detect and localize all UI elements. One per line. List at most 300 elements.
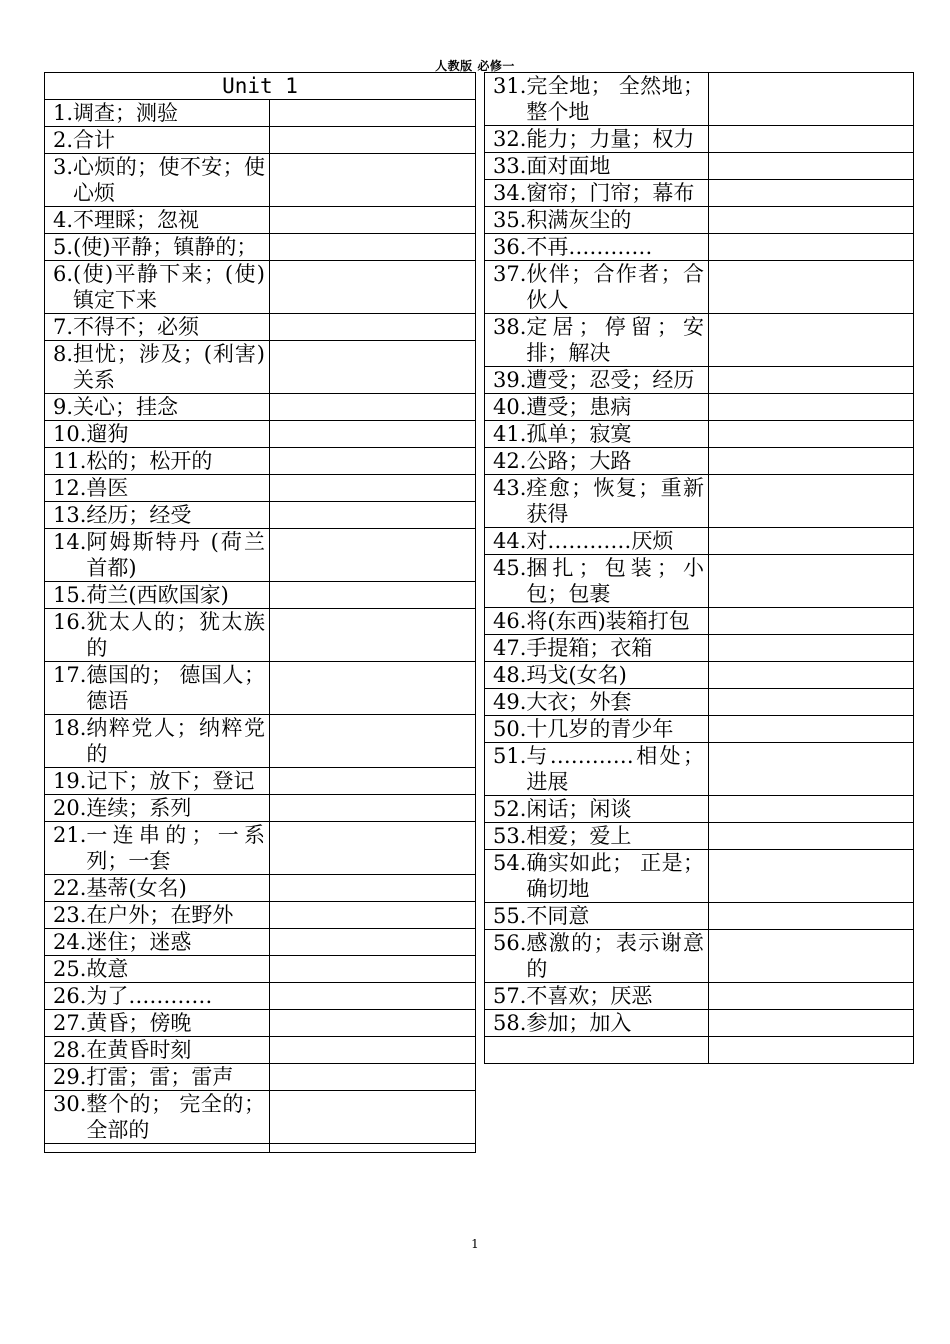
answer-blank[interactable] [709, 608, 914, 635]
answer-blank[interactable] [709, 689, 914, 716]
answer-blank[interactable] [270, 822, 476, 875]
vocab-row [45, 929, 476, 956]
answer-blank[interactable] [270, 127, 476, 154]
answer-blank[interactable] [270, 715, 476, 768]
vocab-number: 13. [53, 503, 87, 527]
answer-blank[interactable] [709, 261, 914, 314]
vocab-row [45, 207, 476, 234]
vocab-number: 6. [53, 262, 74, 286]
vocab-row [485, 528, 914, 555]
vocab-entry [53, 1064, 265, 1090]
vocab-entry [493, 180, 704, 206]
vocab-number: 57. [493, 984, 527, 1008]
vocab-term-cell [45, 127, 270, 154]
vocab-meaning: 积满灰尘的 [526, 208, 632, 232]
answer-blank[interactable] [270, 902, 476, 929]
vocab-row [45, 875, 476, 902]
vocab-entry [53, 875, 265, 901]
vocab-number: 48. [493, 663, 527, 687]
vocab-meaning: 兽医 [86, 476, 129, 500]
answer-blank[interactable] [709, 475, 914, 528]
vocab-term-cell [485, 635, 709, 662]
vocab-entry [493, 421, 704, 447]
vocab-term-cell [485, 180, 709, 207]
vocab-term-cell [485, 421, 709, 448]
vocab-number: 3. [53, 155, 74, 179]
vocab-entry [53, 502, 265, 528]
answer-blank[interactable] [270, 983, 476, 1010]
vocab-row [45, 448, 476, 475]
vocab-entry [493, 850, 704, 902]
answer-blank[interactable] [709, 930, 914, 983]
vocab-row [485, 448, 914, 475]
vocab-meaning: 遭受；患病 [526, 395, 632, 419]
vocab-row [45, 502, 476, 529]
vocab-row [485, 73, 914, 126]
vocab-number: 17. [53, 663, 87, 687]
vocab-row [45, 1010, 476, 1037]
vocab-term-cell [45, 502, 270, 529]
vocab-term-cell [45, 875, 270, 902]
vocab-term-cell [45, 314, 270, 341]
answer-blank[interactable] [270, 1010, 476, 1037]
vocab-number: 16. [53, 610, 87, 634]
answer-blank[interactable] [270, 768, 476, 795]
vocab-meaning: 打雷；雷；雷声 [86, 1065, 234, 1089]
vocab-entry [493, 528, 704, 554]
vocab-entry [53, 100, 265, 126]
vocab-entry [53, 822, 265, 874]
vocab-row [45, 609, 476, 662]
vocab-entry [493, 475, 704, 527]
vocab-meaning: 调查；测验 [73, 101, 179, 125]
answer-blank[interactable] [709, 743, 914, 796]
answer-blank[interactable] [709, 850, 914, 903]
vocab-entry [493, 689, 704, 715]
answer-blank[interactable] [270, 421, 476, 448]
vocab-term-cell [45, 154, 270, 207]
page-header: 人教版 必修一 [435, 59, 515, 73]
vocab-row [485, 930, 914, 983]
answer-blank[interactable] [709, 716, 914, 743]
vocab-row [45, 822, 476, 875]
vocab-row [45, 421, 476, 448]
answer-blank[interactable] [709, 207, 914, 234]
vocab-row [45, 234, 476, 261]
answer-blank[interactable] [270, 234, 476, 261]
vocab-number: 55. [493, 904, 527, 928]
vocab-term-cell [485, 716, 709, 743]
vocab-term-cell [45, 529, 270, 582]
vocab-row [45, 154, 476, 207]
vocab-entry [53, 1010, 265, 1036]
vocab-entry [53, 715, 265, 767]
vocab-meaning: 迷住；迷惑 [86, 930, 192, 954]
vocab-term-cell [45, 448, 270, 475]
vocab-term-cell [45, 207, 270, 234]
answer-blank[interactable] [709, 314, 914, 367]
answer-blank[interactable] [709, 662, 914, 689]
answer-blank[interactable] [270, 475, 476, 502]
vocab-entry [53, 448, 265, 474]
vocab-row [485, 207, 914, 234]
vocab-number: 19. [53, 769, 87, 793]
vocab-row [45, 529, 476, 582]
vocab-row [45, 1037, 476, 1064]
vocab-row [45, 261, 476, 314]
vocab-term-cell [485, 1010, 709, 1037]
answer-blank[interactable] [709, 234, 914, 261]
vocab-meaning: 与…………相处；进展 [526, 744, 704, 794]
vocab-meaning: 十几岁的青少年 [526, 717, 674, 741]
answer-blank[interactable] [270, 1144, 476, 1153]
vocab-row [485, 983, 914, 1010]
vocab-row [45, 314, 476, 341]
vocab-meaning: 遛狗 [86, 422, 129, 446]
vocab-term-cell [485, 207, 709, 234]
vocab-number: 24. [53, 930, 87, 954]
vocab-entry [53, 234, 265, 260]
vocab-number: 2. [53, 128, 74, 152]
vocab-meaning: 大衣；外套 [526, 690, 632, 714]
vocab-row [485, 314, 914, 367]
vocab-number: 26. [53, 984, 87, 1008]
vocab-entry [493, 608, 704, 634]
vocab-term-cell [485, 796, 709, 823]
vocab-term-cell [45, 768, 270, 795]
answer-blank[interactable] [709, 126, 914, 153]
answer-blank[interactable] [270, 929, 476, 956]
vocab-number: 20. [53, 796, 87, 820]
vocab-entry [493, 662, 704, 688]
vocab-term-cell [45, 394, 270, 421]
vocab-term-cell [45, 234, 270, 261]
vocab-meaning: 在户外；在野外 [86, 903, 234, 927]
vocab-number: 56. [493, 931, 527, 955]
answer-blank[interactable] [709, 1010, 914, 1037]
vocab-term-cell [485, 394, 709, 421]
vocab-meaning: 闲话；闲谈 [526, 797, 632, 821]
vocab-row [45, 1064, 476, 1091]
vocab-number: 42. [493, 449, 527, 473]
answer-blank[interactable] [270, 394, 476, 421]
vocab-term-cell [45, 609, 270, 662]
vocab-number: 7. [53, 315, 74, 339]
vocab-entry [53, 1091, 265, 1143]
vocab-row [45, 715, 476, 768]
answer-blank[interactable] [709, 903, 914, 930]
answer-blank[interactable] [270, 448, 476, 475]
vocab-row [45, 662, 476, 715]
vocab-term-cell [45, 1091, 270, 1144]
vocab-meaning: 孤单；寂寞 [526, 422, 632, 446]
vocab-meaning: 一连串的；一系列；一套 [86, 823, 265, 873]
vocab-entry [53, 154, 265, 206]
vocab-entry [493, 394, 704, 420]
vocab-row [485, 261, 914, 314]
vocab-meaning: 公路；大路 [526, 449, 632, 473]
answer-blank[interactable] [270, 261, 476, 314]
answer-blank[interactable] [709, 153, 914, 180]
answer-blank[interactable] [270, 314, 476, 341]
answer-blank[interactable] [709, 635, 914, 662]
vocab-entry [493, 73, 704, 125]
vocab-number: 43. [493, 476, 527, 500]
vocab-meaning: 不再………… [526, 235, 653, 259]
answer-blank[interactable] [709, 73, 914, 126]
vocab-number: 23. [53, 903, 87, 927]
vocab-row [485, 367, 914, 394]
vocab-number: 39. [493, 368, 527, 392]
vocab-row [45, 1091, 476, 1144]
answer-blank[interactable] [270, 662, 476, 715]
vocab-term-cell [485, 743, 709, 796]
vocab-meaning: 心烦的；使不安；使心烦 [73, 155, 265, 205]
vocab-entry [53, 475, 265, 501]
vocab-entry [493, 153, 704, 179]
vocab-meaning: 玛戈(女名) [526, 663, 627, 687]
vocab-term-cell [485, 608, 709, 635]
vocab-term-cell [45, 475, 270, 502]
answer-blank[interactable] [709, 421, 914, 448]
vocab-row [485, 635, 914, 662]
vocab-term-cell [45, 1037, 270, 1064]
answer-blank[interactable] [709, 394, 914, 421]
answer-blank[interactable] [709, 448, 914, 475]
vocab-number: 11. [53, 449, 87, 473]
vocab-row [485, 180, 914, 207]
answer-blank[interactable] [709, 367, 914, 394]
vocab-number: 34. [493, 181, 527, 205]
vocab-number: 31. [493, 74, 527, 98]
vocab-meaning: 面对面地 [526, 154, 611, 178]
vocab-meaning: 能力；力量；权力 [526, 127, 695, 151]
vocab-number: 38. [493, 315, 527, 339]
vocab-number: 52. [493, 797, 527, 821]
vocab-entry [53, 341, 265, 393]
vocab-meaning: 确实如此； 正是；确切地 [526, 851, 704, 901]
vocab-number: 47. [493, 636, 527, 660]
answer-blank[interactable] [270, 609, 476, 662]
vocab-meaning: 完全地； 全然地；整个地 [526, 74, 704, 124]
vocab-number: 35. [493, 208, 527, 232]
vocab-entry [53, 529, 265, 581]
vocab-term-cell [485, 448, 709, 475]
vocab-term-cell [485, 930, 709, 983]
vocab-term-cell [45, 983, 270, 1010]
vocab-meaning: (使)平静；镇静的； [73, 235, 258, 259]
vocab-meaning: 犹太人的；犹太族的 [86, 610, 265, 660]
page-number: 1 [471, 1237, 479, 1251]
vocab-table-right [484, 72, 914, 1064]
vocab-row [45, 100, 476, 127]
answer-blank[interactable] [709, 983, 914, 1010]
vocab-table-left [44, 72, 476, 1153]
answer-blank[interactable] [709, 796, 914, 823]
vocab-meaning: 相爱；爱上 [526, 824, 632, 848]
vocab-term-cell [45, 341, 270, 394]
vocab-term-cell [485, 983, 709, 1010]
vocab-meaning: 担忧；涉及；(利害)关系 [73, 342, 265, 392]
vocab-term-cell [485, 153, 709, 180]
vocab-meaning: 记下；放下；登记 [86, 769, 255, 793]
vocab-term-cell [45, 1010, 270, 1037]
vocab-term-cell [485, 850, 709, 903]
vocab-entry [53, 956, 265, 982]
vocab-number: 50. [493, 717, 527, 741]
vocab-entry [493, 983, 704, 1009]
vocab-meaning: 不喜欢；厌恶 [526, 984, 653, 1008]
vocab-number: 33. [493, 154, 527, 178]
answer-blank[interactable] [270, 956, 476, 983]
vocab-term-cell [485, 903, 709, 930]
vocab-meaning: 不同意 [526, 904, 590, 928]
vocab-row [485, 475, 914, 528]
vocab-row [485, 1037, 914, 1064]
answer-blank[interactable] [270, 582, 476, 609]
answer-blank[interactable] [270, 1091, 476, 1144]
vocab-entry [493, 903, 704, 929]
vocab-term-cell [485, 261, 709, 314]
vocab-entry [493, 1010, 704, 1036]
vocab-number: 28. [53, 1038, 87, 1062]
vocab-entry [493, 716, 704, 742]
vocab-row [45, 475, 476, 502]
vocab-meaning: 故意 [86, 957, 129, 981]
answer-blank[interactable] [270, 1064, 476, 1091]
vocab-meaning: 感激的；表示谢意的 [526, 931, 704, 981]
vocab-entry [53, 261, 265, 313]
vocab-entry [53, 609, 265, 661]
vocab-number: 41. [493, 422, 527, 446]
vocab-row [485, 662, 914, 689]
vocab-meaning: 捆扎；包装；小包；包裹 [526, 556, 704, 606]
vocab-entry [493, 367, 704, 393]
vocab-meaning: 关心；挂念 [73, 395, 179, 419]
vocab-entry [493, 234, 704, 260]
vocab-row [485, 1010, 914, 1037]
vocab-row-blank [45, 1144, 476, 1153]
vocab-term-cell [45, 822, 270, 875]
answer-blank[interactable] [270, 795, 476, 822]
vocab-term-cell [485, 475, 709, 528]
answer-blank[interactable] [709, 180, 914, 207]
vocab-meaning: 参加；加入 [526, 1011, 632, 1035]
vocab-term-cell [485, 73, 709, 126]
blank-term-cell [45, 1144, 270, 1153]
vocab-term-cell [485, 689, 709, 716]
vocab-meaning: 为了………… [86, 984, 213, 1008]
vocab-entry [53, 662, 265, 714]
vocab-row [485, 850, 914, 903]
vocab-entry [53, 929, 265, 955]
vocab-row [45, 768, 476, 795]
vocab-entry [53, 421, 265, 447]
vocab-meaning: 阿姆斯特丹 (荷兰首都) [86, 530, 265, 580]
vocab-entry [53, 795, 265, 821]
vocab-number: 5. [53, 235, 74, 259]
answer-blank[interactable] [270, 502, 476, 529]
answer-blank[interactable] [270, 341, 476, 394]
vocab-number: 22. [53, 876, 87, 900]
vocab-entry [493, 796, 704, 822]
vocab-meaning: 伙伴；合作者；合伙人 [526, 262, 704, 312]
vocab-meaning: 荷兰(西欧国家) [86, 583, 229, 607]
answer-blank[interactable] [709, 555, 914, 608]
answer-blank[interactable] [709, 823, 914, 850]
vocab-meaning: 定居；停留；安排；解决 [526, 315, 704, 365]
answer-blank[interactable] [270, 100, 476, 127]
vocab-number: 53. [493, 824, 527, 848]
vocab-row [485, 555, 914, 608]
vocab-entry [53, 582, 265, 608]
vocab-meaning: 不理睬；忽视 [73, 208, 200, 232]
vocab-meaning: 对…………厌烦 [526, 529, 674, 553]
vocab-row [485, 716, 914, 743]
answer-blank[interactable] [709, 528, 914, 555]
vocab-entry [493, 314, 704, 366]
vocab-row [45, 341, 476, 394]
vocab-number: 12. [53, 476, 87, 500]
vocab-row [485, 823, 914, 850]
vocab-number: 51. [493, 744, 527, 768]
vocab-number: 27. [53, 1011, 87, 1035]
vocab-row [45, 582, 476, 609]
vocab-entry [493, 126, 704, 152]
vocab-term-cell [45, 662, 270, 715]
vocab-meaning: 连续；系列 [86, 796, 192, 820]
vocab-entry [53, 768, 265, 794]
vocab-term-cell [45, 261, 270, 314]
vocab-term-cell [485, 555, 709, 608]
vocab-meaning: 在黄昏时刻 [86, 1038, 192, 1062]
vocab-term-cell [485, 1037, 709, 1064]
vocab-row [485, 689, 914, 716]
vocab-number: 45. [493, 556, 527, 580]
answer-blank[interactable] [270, 875, 476, 902]
vocab-term-cell [45, 929, 270, 956]
vocab-entry [493, 261, 704, 313]
vocab-number: 18. [53, 716, 87, 740]
vocab-row [45, 394, 476, 421]
vocab-number: 8. [53, 342, 74, 366]
vocab-number: 46. [493, 609, 527, 633]
vocab-meaning: 纳粹党人；纳粹党的 [86, 716, 265, 766]
vocab-row [485, 743, 914, 796]
answer-blank[interactable] [270, 154, 476, 207]
vocab-number: 32. [493, 127, 527, 151]
vocab-entry [53, 127, 265, 153]
vocab-term-cell [485, 662, 709, 689]
vocab-entry [493, 207, 704, 233]
vocab-row [45, 983, 476, 1010]
vocab-row [485, 421, 914, 448]
answer-blank[interactable] [270, 207, 476, 234]
vocab-entry [53, 314, 265, 340]
vocab-meaning: 窗帘；门帘；幕布 [526, 181, 695, 205]
vocab-meaning: 黄昏；傍晚 [86, 1011, 192, 1035]
vocab-term-cell [45, 795, 270, 822]
vocab-entry [493, 555, 704, 607]
answer-blank[interactable] [709, 1037, 914, 1064]
vocab-row [485, 234, 914, 261]
unit-title: Unit 1 [45, 73, 476, 100]
answer-blank[interactable] [270, 1037, 476, 1064]
vocab-entry [493, 743, 704, 795]
vocab-meaning: 经历；经受 [86, 503, 192, 527]
vocab-term-cell [45, 956, 270, 983]
answer-blank[interactable] [270, 529, 476, 582]
